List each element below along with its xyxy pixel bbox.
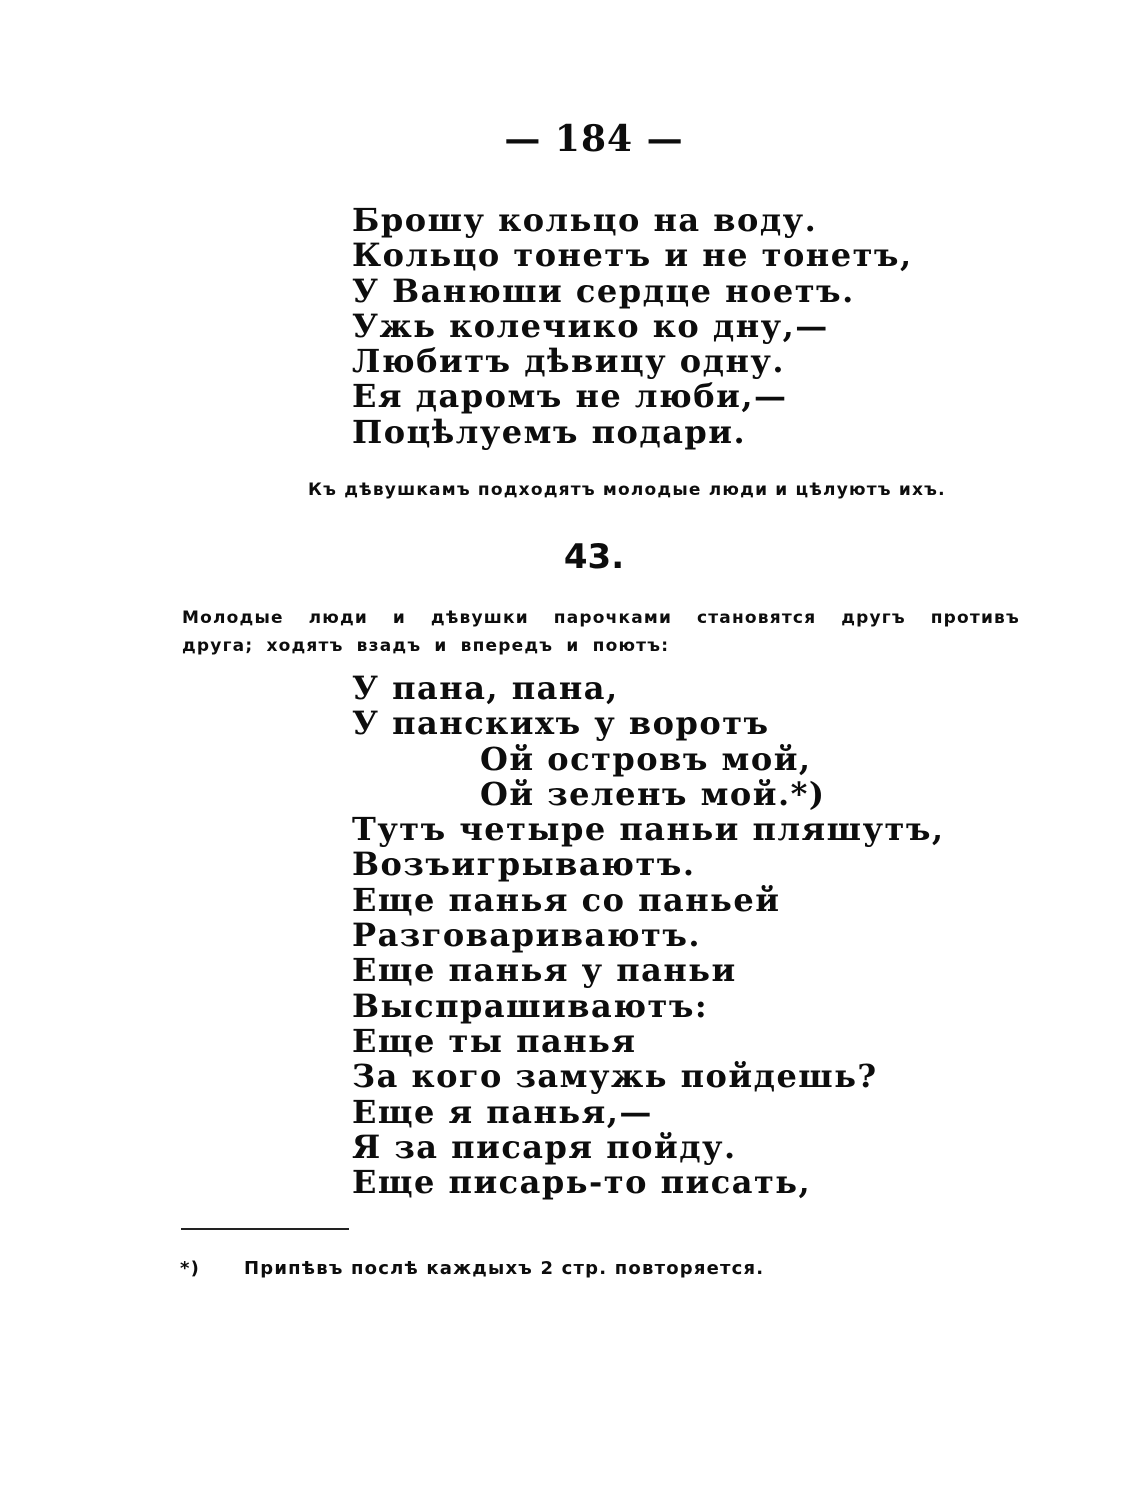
verse-line: Еще ты панья (352, 1021, 637, 1060)
verse-line: Поцѣлуемъ подари. (352, 412, 747, 451)
footnote (180, 1258, 764, 1279)
song-number: 43. (563, 537, 625, 577)
verse-line: За кого замужь пойдешь? (352, 1057, 878, 1096)
page-number: — 184 — (504, 118, 684, 160)
verse-line: Еще панья со паньей (352, 880, 781, 919)
stage-direction: Къ дѣвушкамъ подходятъ молодые люди и цѣлуютъ ихъ. (308, 480, 946, 500)
verse-line: Еще писарь-то писать, (352, 1163, 812, 1202)
verse-line: Тутъ четыре паньи пляшутъ, (352, 810, 945, 849)
verse-line: У Ванюши сердце ноетъ. (352, 271, 855, 310)
footnote-divider (181, 1228, 349, 1230)
verse-line: Выспрашиваютъ: (352, 986, 709, 1025)
verse-line: Возъигрываютъ. (352, 845, 696, 884)
verse-line: Кольцо тонетъ и не тонетъ, (352, 236, 913, 275)
verse-line: Ужь колечико ко дну,— (352, 306, 829, 345)
verse-line: Разговариваютъ. (352, 916, 702, 955)
footnote-marker: *) (180, 1258, 201, 1279)
verse-bottom (352, 671, 945, 1200)
verse-line: Еще панья у паньи (352, 951, 737, 990)
verse-line: Ея даромъ не люби,— (352, 377, 788, 416)
verse-line: Любитъ дѣвицу одну. (352, 342, 785, 381)
footnote-text: Припѣвъ послѣ каждыхъ 2 стр. повторяется. (244, 1258, 765, 1279)
verse-line: Брошу кольцо на воду. (352, 201, 818, 239)
verse-line: Я за писаря пойду. (352, 1127, 737, 1166)
verse-line: У пана, пана, (352, 669, 619, 707)
refrain-line: Ой островъ мой, (480, 739, 812, 778)
verse-top (352, 203, 913, 450)
refrain-line: Ой зеленъ мой.*) (480, 774, 826, 813)
stage-direction-intro: Молодые люди и дѣвушки парочками становятся другъ противъ друга; ходятъ взадъ и впередъ и поютъ: (182, 608, 1020, 656)
verse-line: Еще я панья,— (352, 1092, 653, 1131)
verse-line: У панскихъ у воротъ (352, 704, 770, 743)
